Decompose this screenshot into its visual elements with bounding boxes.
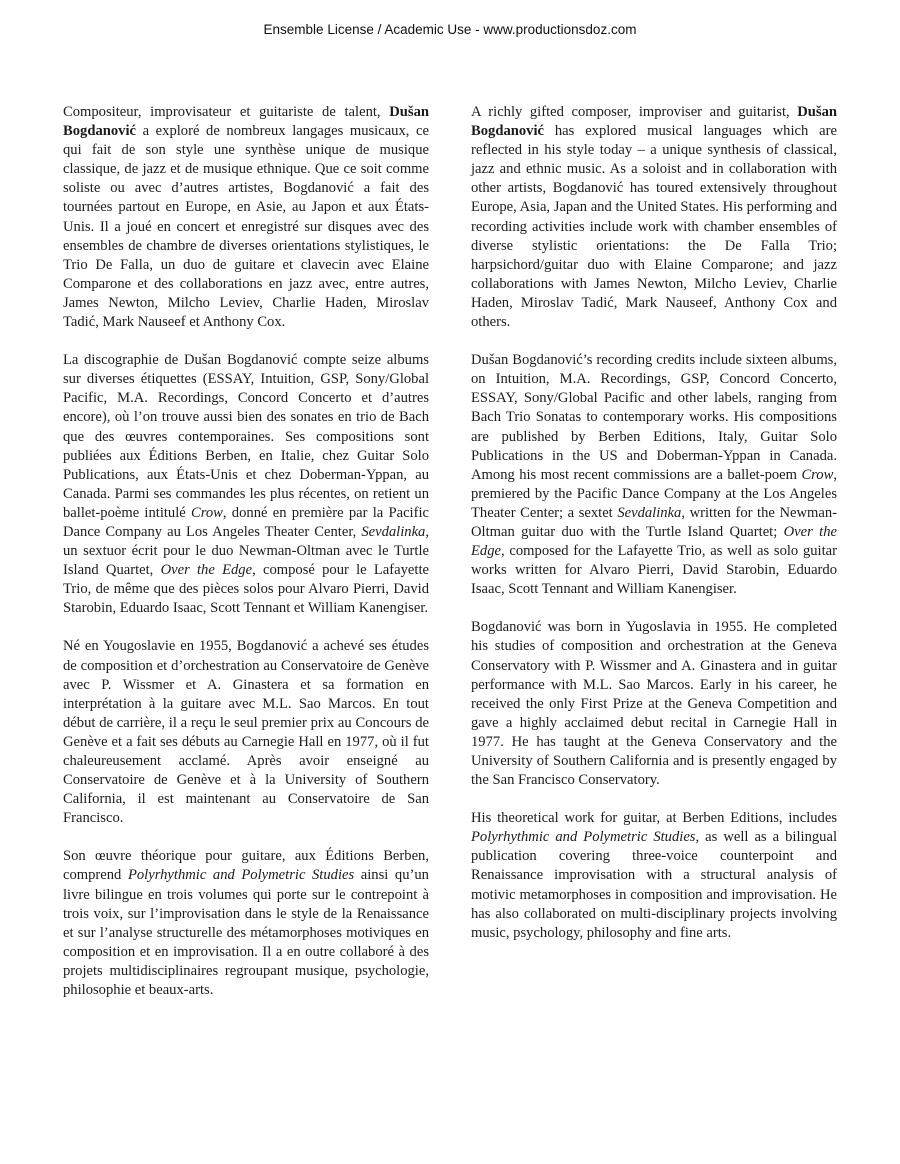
work-title: Over the Edge	[471, 523, 837, 560]
license-header: Ensemble License / Academic Use - www.productionsdoz.com	[263, 22, 637, 37]
work-title: Sevdalinka	[617, 504, 682, 521]
work-title: Polyrhythmic and Polymetric Studies	[471, 829, 696, 846]
paragraph	[63, 103, 429, 332]
work-title: Crow	[801, 466, 834, 483]
text-run: A richly gifted composer, improviser and guitarist,	[471, 104, 798, 120]
text-run: , composed for the Lafayette Trio, as well as solo guitar works written for Alvaro Pierri, David Starobin, Eduardo Isaac, Scott Tennant and William Kanengiser.	[471, 543, 837, 598]
text-run: , written for the Newman-Oltman guitar duo with the Turtle Island Quartet;	[471, 504, 837, 540]
text-run: , un sextuor écrit pour le duo Newman-Oltman avec le Turtle Island Quartet,	[63, 523, 429, 579]
paragraph	[63, 351, 429, 618]
composer-name: Dušan Bogdanović	[471, 104, 837, 140]
work-title: Over the Edge	[160, 562, 253, 579]
paragraph	[471, 618, 837, 790]
work-title: Polyrhythmic and Polymetric Studies	[127, 867, 355, 884]
work-title: Sevdalinka	[361, 523, 426, 540]
text-run: His theoretical work for guitar, at Berben Editions, includes	[471, 810, 837, 827]
paragraph	[63, 637, 429, 828]
text-run: has explored musical languages which are reflected in his style today – a unique synthesis of classical, jazz and ethnic music. As a soloist and in collaboration with other artists, Bogdanović has toured extensively throughout Europe, Asia, Japan and the United States. His performing and recording activities include work with chamber ensembles of diverse stylistic orientations: the De Falla Trio; harpsichord/guitar duo with Elaine Comparone; and jazz collaborations with James Newton, Milcho Leviev, Charlie Haden, Miroslav Tadić, Mark Nauseef, Anthony Cox and others.	[471, 123, 837, 331]
work-title: Crow	[191, 504, 223, 521]
text-run: , premiered by the Pacific Dance Company at the Los Angeles Theater Center; a sextet	[471, 466, 837, 521]
text-run: La discographie de Dušan Bogdanović compte seize albums sur diverses étiquettes (ESSAY, Intuition, GSP, Sony/Global Pacific, M.A. Recordings, Concord Concerto et d’autres encore), où l’on trouve aussi bien des sonates en trio de Bach que des œuvres contemporaines. Ses compositions sont publiées aux Éditions Berben, en Italie, chez Guitar Solo Publications, aux États-Unis et chez Doberman-Yppan, au Canada. Parmi ses commandes les plus récentes, on retient un ballet-poème intitulé	[63, 352, 429, 521]
paragraph	[471, 103, 837, 332]
text-run: Né en Yougoslavie en 1955, Bogdanović a achevé ses études de composition et d’orchestration au Conservatoire de Genève avec P. Wissmer et A. Ginastera et sa formation en interprétation à la guitare avec M.L. Sao Marcos. En tout début de carrière, il a reçu le seul premier prix au Concours de Genève et a fait ses débuts au Carnegie Hall en 1977, où il fut chaleureusement acclamé. Après avoir enseigné au Conservatoire de Genève et à la University of Southern California, il est maintenant au Conservatoire de San Francisco.	[63, 638, 429, 827]
text-run: Son œuvre théorique pour guitare, aux Éditions Berben, comprend	[63, 848, 429, 884]
paragraph	[471, 351, 837, 599]
text-run: , composé pour le Lafayette Trio, de même que des pièces solos pour Alvaro Pierri, David Starobin, Eduardo Isaac, Scott Tennant et William Kanengiser.	[63, 562, 429, 617]
composer-name: Dušan Bogdanović	[63, 104, 429, 140]
text-run: Bogdanović was born in Yugoslavia in 1955. He completed his studies of composition and orchestration at the Geneva Conservatory with P. Wissmer and A. Ginastera and in guitar performance with M.L. Sao Marcos. Early in his career, he received the only First Prize at the Geneva Competition and gave a highly acclaimed debut recital in Carnegie Hall in 1977. He has taught at the Geneva Conservatory and the University of Southern California and is presently engaged by the San Francisco Conservatory.	[471, 619, 837, 789]
text-run: Dušan Bogdanović’s recording credits include sixteen albums, on Intuition, M.A. Recordings, GSP, Concord Concerto, ESSAY, Sony/Global Pacific and other labels, ranging from Bach Trio Sonatas to contemporary works. His compositions are published by Berben Editions, Italy, Guitar Solo Publications in the US and Doberman-Yppan in Canada. Among his most recent commissions are a ballet-poem	[471, 352, 837, 483]
paragraph	[471, 809, 837, 943]
english-text-column	[471, 103, 837, 962]
text-run: a exploré de nombreux langages musicaux, ce qui fait de son style une synthèse unique de musique classique, de jazz et de musique ethnique. Que ce soit comme soliste ou avec d’autres artistes, Bogdanović a fait des tournées partout en Europe, en Asie, au Japon et aux États-Unis. Il a joué en concert et enregistré sur disques avec des ensembles de chambre de diverses orientations stylistiques, le Trio De Falla, un duo de guitare et clavecin avec Elaine Comparone et des collaborations en jazz avec, entre autres, James Newton, Milcho Leviev, Charlie Haden, Miroslav Tadić, Mark Nauseef et Anthony Cox.	[63, 123, 429, 331]
text-run: , as well as a bilingual publication covering three-voice counterpoint and Renaissance improvisation with a structural analysis of motivic metamorphoses in composition and improvisation. He has also collaborated on multi-disciplinary projects involving music, psychology, philosophy and fine arts.	[471, 829, 838, 941]
text-run: , donné en première par la Pacific Dance Company au Los Angeles Theater Center,	[63, 504, 429, 540]
paragraph	[63, 847, 429, 1000]
text-run: Compositeur, improvisateur et guitariste de talent,	[63, 104, 390, 120]
text-run: ainsi qu’un livre bilingue en trois volumes qui porte sur le contrepoint à trois voix, sur l’improvisation dans le style de la Renaissance et sur l’analyse structurelle des métamorphoses motiviques en composition et en improvisation. Il a en outre collaboré à des projets multidisciplinaires regroupant musique, psychologie, philosophie et beaux-arts.	[63, 867, 429, 999]
french-text-column	[63, 103, 429, 1019]
